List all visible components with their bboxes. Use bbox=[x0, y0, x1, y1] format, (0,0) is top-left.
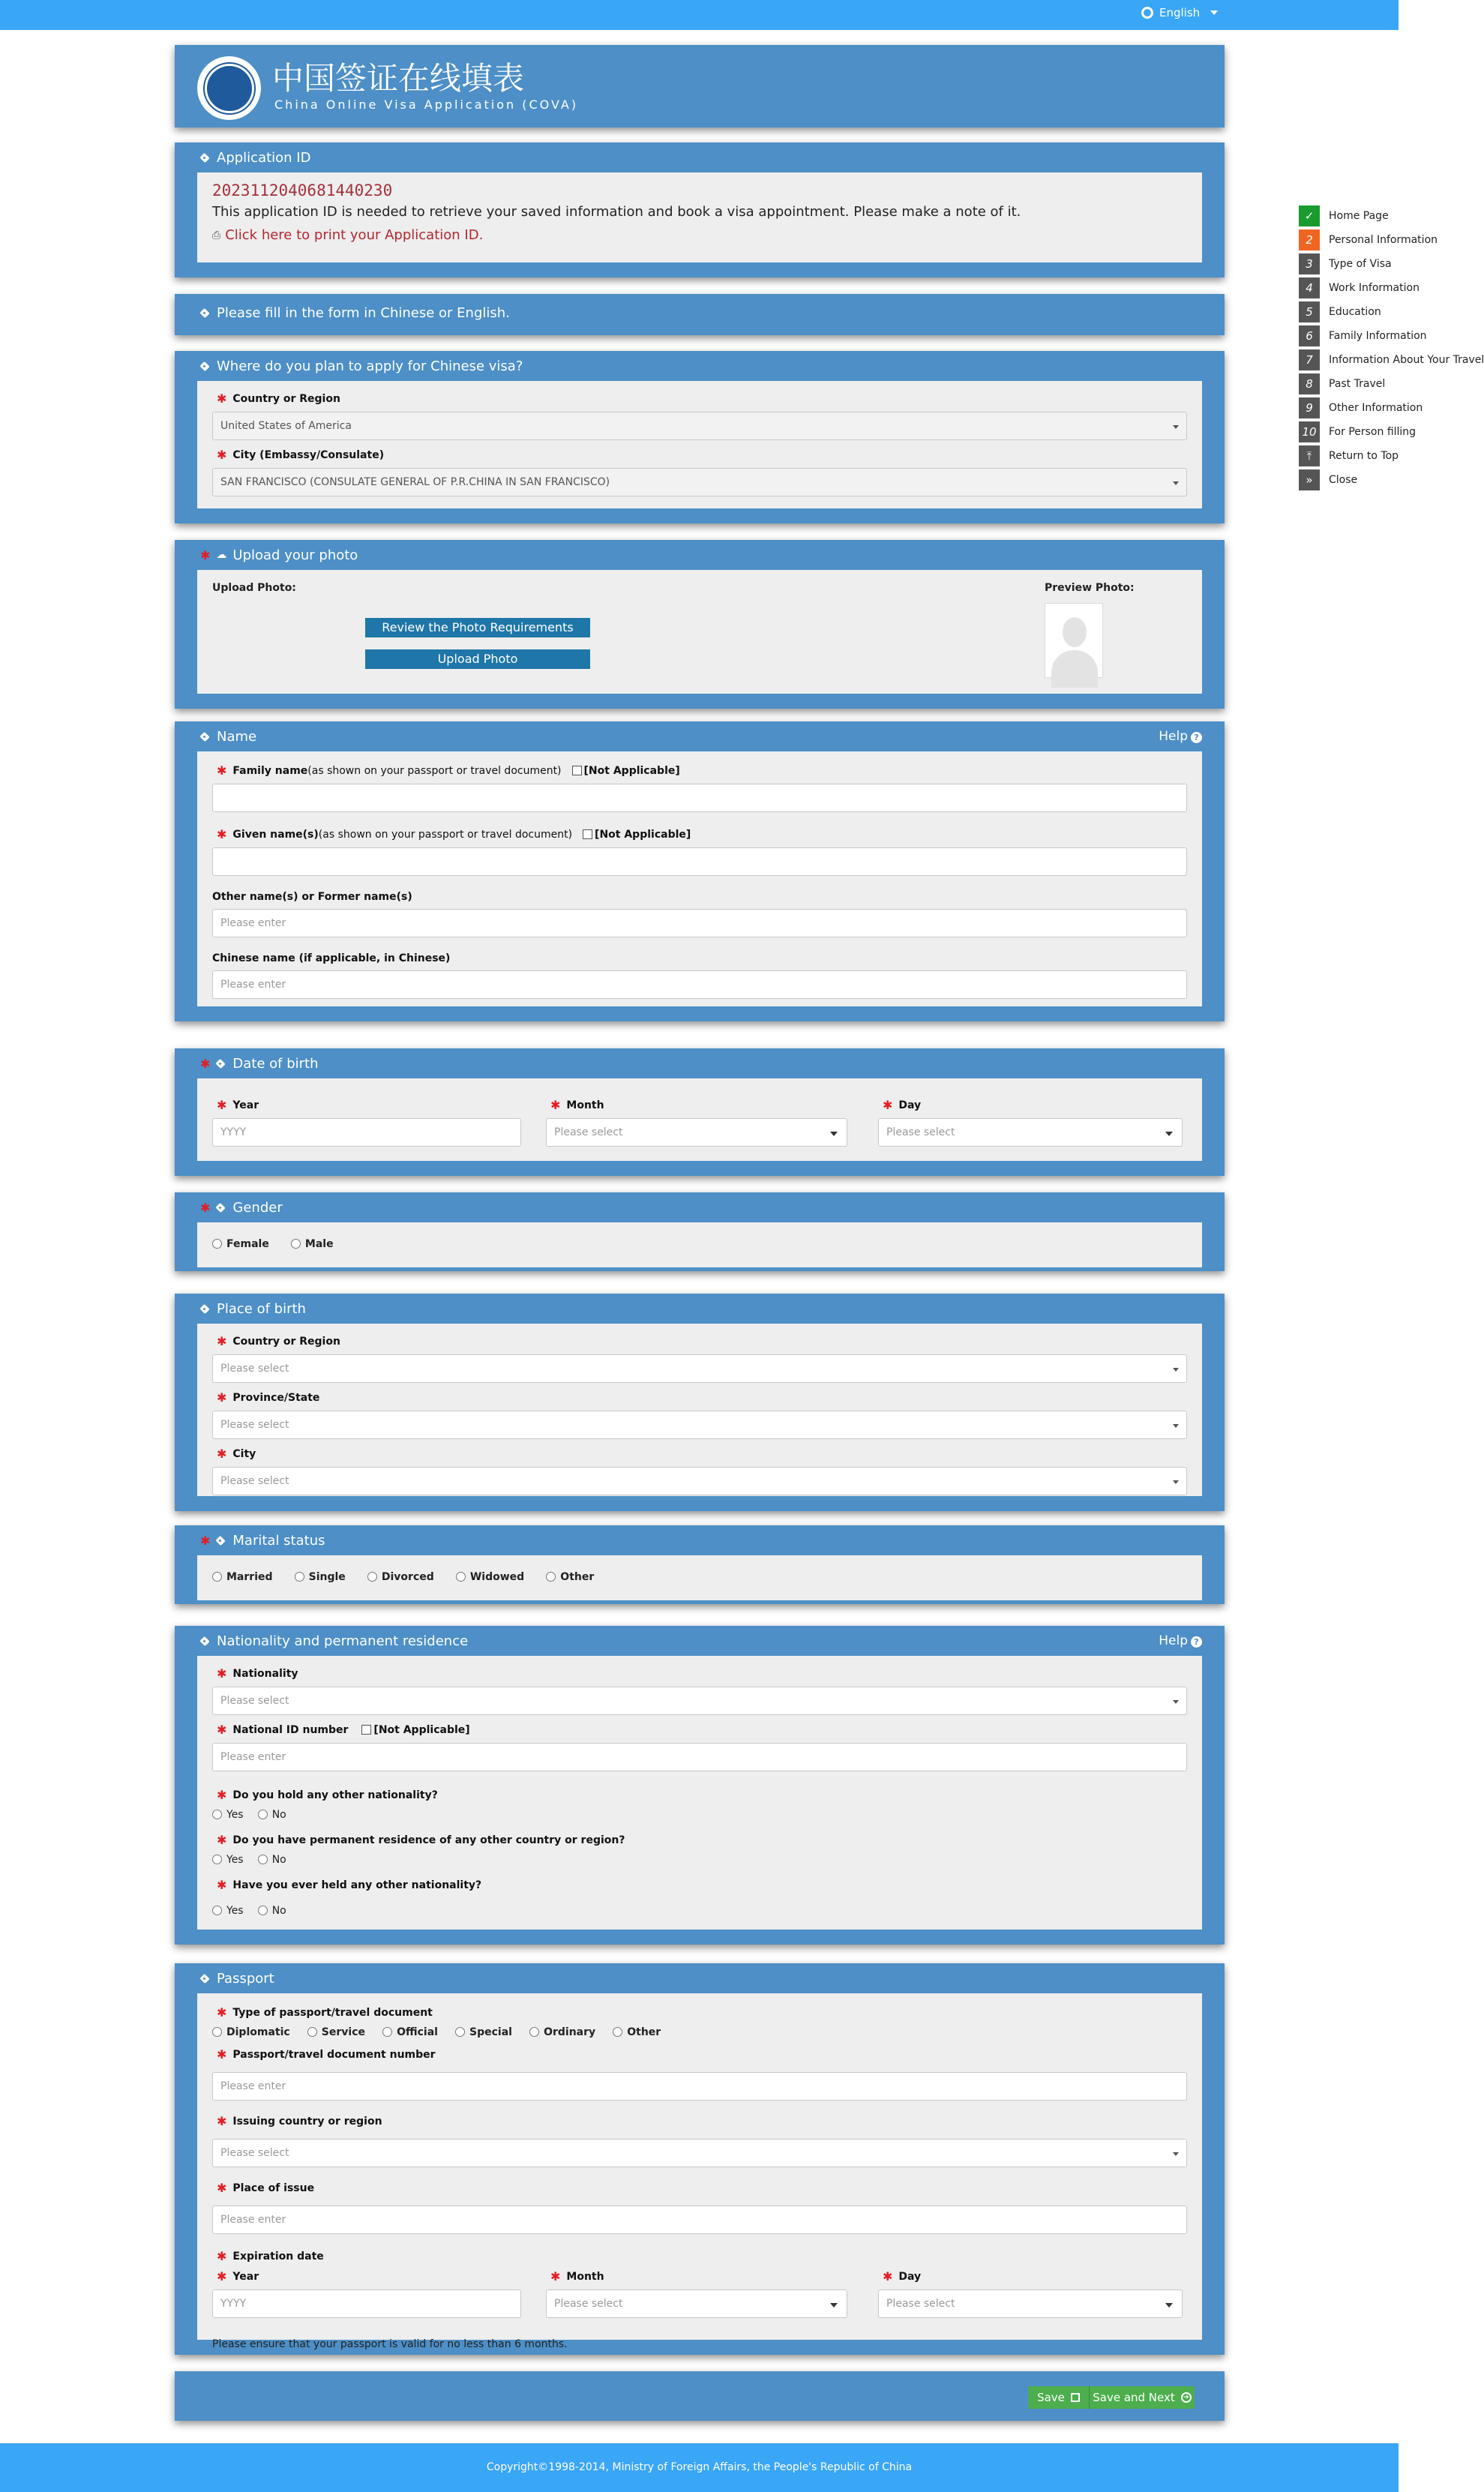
tag-icon bbox=[200, 1303, 211, 1314]
expiry-day-label: Day bbox=[898, 2270, 922, 2283]
notice-text: Please fill in the form in Chinese or English. bbox=[217, 304, 510, 321]
required-asterisk: ✱ bbox=[217, 1788, 227, 1802]
action-bar bbox=[175, 2371, 1225, 2421]
marital-status-panel bbox=[175, 1525, 1225, 1604]
nav-label: Education bbox=[1329, 306, 1381, 318]
yes-label: Yes bbox=[226, 1808, 244, 1821]
photo-panel bbox=[175, 540, 1225, 709]
required-asterisk: ✱ bbox=[217, 391, 227, 406]
save-next-label: Save and Next bbox=[1093, 2391, 1175, 2404]
radio-circle bbox=[546, 1572, 556, 1582]
yes-label: Yes bbox=[226, 1904, 244, 1917]
help-label: Help bbox=[1159, 729, 1188, 744]
radio-circle bbox=[367, 1572, 377, 1582]
site-header bbox=[175, 45, 1225, 127]
given-name-label: Given name(s) bbox=[232, 828, 319, 841]
radio-circle bbox=[307, 2027, 317, 2037]
marital-option-label: Widowed bbox=[469, 1570, 525, 1583]
no-label: No bbox=[271, 1853, 286, 1866]
gender-option-label: Male bbox=[304, 1237, 334, 1250]
gender-male-radio[interactable] bbox=[291, 1238, 334, 1250]
other-nationality-no-radio[interactable] bbox=[258, 1809, 286, 1821]
double-chevron-icon: » bbox=[1299, 469, 1320, 490]
apply-city-select[interactable]: SAN FRANCISCO (CONSULATE GENERAL OF P.R.CHINA IN SAN FRANCISCO) bbox=[212, 468, 1187, 496]
nav-item-travel-information[interactable] bbox=[1299, 348, 1484, 372]
passport-number-input[interactable]: Please enter bbox=[212, 2072, 1187, 2101]
permanent-residence-no-radio[interactable] bbox=[258, 1854, 286, 1866]
nav-item-type-of-visa[interactable] bbox=[1299, 252, 1399, 276]
side-navigation bbox=[1299, 204, 1484, 492]
expiry-day-select[interactable]: Please select bbox=[878, 2290, 1183, 2318]
other-names-input[interactable]: Please enter bbox=[212, 909, 1187, 937]
dob-month-label: Month bbox=[566, 1099, 604, 1111]
nav-label: Work Information bbox=[1329, 282, 1420, 294]
nav-item-for-person-filling[interactable] bbox=[1299, 420, 1417, 444]
national-id-input[interactable]: Please enter bbox=[212, 1743, 1187, 1771]
nav-label: Other Information bbox=[1329, 402, 1423, 414]
required-asterisk: ✱ bbox=[883, 1098, 893, 1112]
family-not-applicable-checkbox[interactable] bbox=[572, 766, 582, 775]
gender-panel bbox=[175, 1192, 1225, 1271]
required-asterisk: ✱ bbox=[217, 2005, 227, 2020]
tag-icon bbox=[216, 1058, 226, 1069]
print-application-id-link[interactable] bbox=[212, 227, 1187, 243]
nav-item-education[interactable] bbox=[1299, 300, 1399, 324]
section-title: Application ID bbox=[217, 149, 311, 166]
radio-circle bbox=[258, 1810, 268, 1819]
upload-photo-label: Upload Photo: bbox=[212, 582, 296, 594]
passport-type-label: Diplomatic bbox=[226, 2026, 290, 2038]
radio-circle bbox=[212, 1572, 222, 1582]
former-nationality-yes-radio[interactable] bbox=[212, 1905, 244, 1917]
arrow-up-icon: ⤒ bbox=[1299, 445, 1320, 466]
passport-number-label: Passport/travel document number bbox=[232, 2048, 436, 2061]
marital-option-label: Single bbox=[308, 1570, 346, 1583]
print-link-label: Click here to print your Application ID. bbox=[225, 227, 484, 243]
tag-icon bbox=[200, 1636, 211, 1646]
required-asterisk: ✱ bbox=[217, 448, 227, 462]
other-nationality-question: Do you hold any other nationality? bbox=[232, 1789, 438, 1801]
passport-type-official-radio[interactable] bbox=[382, 2026, 438, 2038]
nav-label: Home Page bbox=[1329, 210, 1389, 222]
help-label: Help bbox=[1159, 1633, 1188, 1648]
photo-placeholder-icon bbox=[1045, 603, 1103, 678]
required-asterisk: ✱ bbox=[217, 1723, 227, 1737]
footer: Copyright©1998-2014, Ministry of Foreign Affairs, the People's Republic of China bbox=[0, 2443, 1399, 2492]
dob-day-label: Day bbox=[898, 1099, 922, 1111]
expiry-year-input[interactable]: YYYY bbox=[212, 2290, 521, 2318]
passport-type-other-radio[interactable] bbox=[613, 2026, 661, 2038]
required-asterisk: ✱ bbox=[217, 1098, 227, 1112]
caret-down-icon bbox=[1210, 10, 1218, 15]
birth-city-select[interactable]: Please select bbox=[212, 1467, 1187, 1495]
step-number: 5 bbox=[1299, 301, 1320, 322]
marital-single-radio[interactable] bbox=[295, 1571, 346, 1583]
step-number: 8 bbox=[1299, 373, 1320, 394]
required-asterisk: ✱ bbox=[550, 2269, 561, 2284]
passport-type-diplomatic-radio[interactable] bbox=[212, 2026, 290, 2038]
required-asterisk: ✱ bbox=[217, 2114, 227, 2128]
marital-option-label: Married bbox=[226, 1570, 273, 1583]
birth-province-select[interactable]: Please select bbox=[212, 1411, 1187, 1439]
application-id-note: This application ID is needed to retrieve your saved information and book a visa appointment. Please make a note of it. bbox=[212, 204, 1021, 220]
step-number: 2 bbox=[1299, 229, 1320, 250]
required-asterisk: ✱ bbox=[217, 1878, 227, 1892]
section-title: Upload your photo bbox=[232, 547, 358, 563]
check-icon: ✓ bbox=[1299, 205, 1320, 226]
tag-icon bbox=[200, 361, 211, 371]
arrow-right-circle-icon: ➜ bbox=[1181, 2392, 1192, 2403]
other-nationality-yes-radio[interactable] bbox=[212, 1809, 244, 1821]
step-number: 10 bbox=[1299, 421, 1320, 442]
expiry-year-label: Year bbox=[232, 2270, 259, 2283]
passport-type-label: Special bbox=[469, 2026, 512, 2038]
radio-circle bbox=[529, 2027, 539, 2037]
dob-year-label: Year bbox=[232, 1099, 259, 1111]
required-asterisk: ✱ bbox=[217, 763, 227, 778]
section-title: Where do you plan to apply for Chinese visa? bbox=[217, 358, 523, 374]
nav-label: For Person filling bbox=[1329, 426, 1417, 438]
family-name-input[interactable] bbox=[212, 784, 1187, 812]
place-of-issue-input[interactable]: Please enter bbox=[212, 2206, 1187, 2234]
save-and-next-button[interactable] bbox=[1090, 2386, 1195, 2409]
tag-icon bbox=[200, 731, 211, 742]
review-photo-requirements-button[interactable]: Review the Photo Requirements bbox=[365, 618, 590, 637]
former-nationality-question: Have you ever held any other nationality? bbox=[232, 1879, 482, 1891]
passport-type-service-radio[interactable] bbox=[307, 2026, 365, 2038]
consular-seal-logo bbox=[197, 56, 261, 120]
passport-type-label: Ordinary bbox=[544, 2026, 596, 2038]
marital-widowed-radio[interactable] bbox=[456, 1571, 524, 1583]
marital-other-radio[interactable] bbox=[546, 1571, 594, 1583]
passport-panel bbox=[175, 1963, 1225, 2355]
nav-label: Personal Information bbox=[1329, 234, 1438, 246]
required-asterisk: ✱ bbox=[217, 1334, 227, 1348]
required-asterisk: ✱ bbox=[217, 1666, 227, 1681]
save-button[interactable] bbox=[1028, 2386, 1090, 2409]
required-asterisk: ✱ bbox=[200, 1200, 211, 1215]
radio-circle bbox=[455, 2027, 465, 2037]
top-bar bbox=[0, 0, 1399, 30]
national-id-label: National ID number bbox=[232, 1723, 349, 1736]
upload-photo-button[interactable]: Upload Photo bbox=[365, 649, 590, 669]
marital-option-label: Divorced bbox=[381, 1570, 434, 1583]
no-label: No bbox=[271, 1904, 286, 1917]
question-icon: ? bbox=[1191, 732, 1202, 743]
tag-icon bbox=[216, 1535, 226, 1546]
marital-married-radio[interactable] bbox=[212, 1571, 273, 1583]
birth-province-label: Province/State bbox=[232, 1391, 320, 1404]
step-number: 7 bbox=[1299, 349, 1320, 370]
radio-circle bbox=[212, 1239, 222, 1249]
nav-item-close[interactable] bbox=[1299, 468, 1399, 492]
issuing-country-label: Issuing country or region bbox=[232, 2115, 382, 2128]
radio-circle bbox=[456, 1572, 466, 1582]
radio-circle bbox=[212, 2027, 222, 2037]
language-notice-panel bbox=[175, 294, 1225, 335]
nav-item-personal-information[interactable] bbox=[1299, 228, 1438, 252]
required-asterisk: ✱ bbox=[217, 2181, 227, 2195]
section-title: Place of birth bbox=[217, 1300, 306, 1317]
issuing-country-select[interactable]: Please select bbox=[212, 2139, 1187, 2167]
required-asterisk: ✱ bbox=[200, 547, 211, 562]
step-number: 6 bbox=[1299, 325, 1320, 346]
gender-option-label: Female bbox=[226, 1237, 269, 1250]
other-names-label: Other name(s) or Former name(s) bbox=[212, 891, 412, 903]
floppy-disk-icon bbox=[1071, 2393, 1080, 2402]
dob-month-select[interactable]: Please select bbox=[546, 1118, 847, 1147]
header-title-en: China Online Visa Application (COVA) bbox=[274, 97, 579, 112]
header-title-cn: 中国签证在线填表 bbox=[272, 60, 525, 97]
radio-circle bbox=[613, 2027, 622, 2037]
help-button[interactable] bbox=[1159, 1633, 1202, 1648]
given-name-input[interactable] bbox=[212, 847, 1187, 876]
passport-type-label: Type of passport/travel document bbox=[232, 2006, 433, 2019]
radio-circle bbox=[212, 1855, 222, 1864]
chinese-name-label: Chinese name (if applicable, in Chinese) bbox=[212, 952, 451, 964]
step-number: 3 bbox=[1299, 253, 1320, 274]
birth-city-label: City bbox=[232, 1447, 256, 1460]
permanent-residence-yes-radio[interactable] bbox=[212, 1854, 244, 1866]
not-applicable-label: [Not Applicable] bbox=[583, 764, 680, 777]
name-panel bbox=[175, 721, 1225, 1021]
dob-day-select[interactable]: Please select bbox=[878, 1118, 1183, 1147]
required-asterisk: ✱ bbox=[550, 1098, 561, 1112]
question-icon: ? bbox=[1191, 1636, 1202, 1648]
no-label: No bbox=[271, 1808, 286, 1821]
radio-circle bbox=[291, 1239, 301, 1249]
required-asterisk: ✱ bbox=[217, 1833, 227, 1847]
application-id-value: 2023112040681440230 bbox=[212, 181, 393, 199]
nav-label: Close bbox=[1329, 474, 1358, 486]
nationality-select[interactable]: Please select bbox=[212, 1687, 1187, 1715]
chinese-name-input[interactable]: Please enter bbox=[212, 970, 1187, 999]
help-button[interactable] bbox=[1159, 729, 1202, 744]
given-name-sub: (as shown on your passport or travel document) bbox=[318, 828, 573, 841]
section-title: Marital status bbox=[232, 1532, 325, 1549]
passport-type-label: Service bbox=[321, 2026, 365, 2038]
marital-option-label: Other bbox=[560, 1570, 595, 1583]
passport-type-label: Official bbox=[397, 2026, 438, 2038]
nav-label: Return to Top bbox=[1329, 450, 1399, 462]
tag-icon bbox=[216, 1202, 226, 1213]
passport-validity-note: Please ensure that your passport is valid for no less than 6 months. bbox=[212, 2338, 568, 2350]
expiry-month-select[interactable]: Please select bbox=[546, 2290, 847, 2318]
radio-circle bbox=[212, 1906, 222, 1915]
section-title: Gender bbox=[232, 1199, 283, 1216]
radio-circle bbox=[258, 1906, 268, 1915]
apply-country-select[interactable]: United States of America bbox=[212, 412, 1187, 440]
permanent-residence-question: Do you have permanent residence of any other country or region? bbox=[232, 1834, 625, 1846]
family-name-sub: (as shown on your passport or travel document) bbox=[307, 764, 562, 777]
upload-icon: ☁ bbox=[216, 549, 227, 561]
radio-circle bbox=[295, 1572, 304, 1582]
passport-type-special-radio[interactable] bbox=[455, 2026, 512, 2038]
radio-circle bbox=[382, 2027, 392, 2037]
apply-location-panel bbox=[175, 351, 1225, 523]
not-applicable-label: [Not Applicable] bbox=[373, 1723, 470, 1736]
yes-label: Yes bbox=[226, 1853, 244, 1866]
printer-icon: ⎙ bbox=[212, 229, 221, 241]
tag-icon bbox=[200, 1973, 211, 1984]
nav-label: Past Travel bbox=[1329, 378, 1386, 390]
nav-label: Family Information bbox=[1329, 330, 1427, 342]
passport-type-ordinary-radio[interactable] bbox=[529, 2026, 595, 2038]
required-asterisk: ✱ bbox=[200, 1056, 211, 1071]
passport-type-label: Other bbox=[627, 2026, 661, 2038]
application-id-panel bbox=[175, 142, 1225, 277]
former-nationality-no-radio[interactable] bbox=[258, 1905, 286, 1917]
step-number: 4 bbox=[1299, 277, 1320, 298]
required-asterisk: ✱ bbox=[217, 827, 227, 841]
marital-divorced-radio[interactable] bbox=[367, 1571, 434, 1583]
preview-photo-label: Preview Photo: bbox=[1045, 582, 1135, 594]
not-applicable-label: [Not Applicable] bbox=[595, 828, 691, 841]
gender-female-radio[interactable] bbox=[212, 1238, 269, 1250]
step-number: 9 bbox=[1299, 397, 1320, 418]
nav-label: Information About Your Travel bbox=[1329, 354, 1484, 366]
nav-item-work-information[interactable] bbox=[1299, 276, 1420, 300]
section-title: Passport bbox=[217, 1970, 274, 1987]
expiration-date-label: Expiration date bbox=[232, 2250, 324, 2263]
birth-country-label: Country or Region bbox=[232, 1335, 340, 1348]
given-not-applicable-checkbox[interactable] bbox=[583, 829, 592, 839]
section-title: Date of birth bbox=[232, 1055, 319, 1072]
radio-circle bbox=[212, 1810, 222, 1819]
city-label: City (Embassy/Consulate) bbox=[232, 448, 385, 461]
place-of-birth-panel bbox=[175, 1294, 1225, 1511]
required-asterisk: ✱ bbox=[883, 2269, 893, 2284]
tag-icon bbox=[200, 152, 211, 163]
nav-item-return-to-top[interactable] bbox=[1299, 444, 1399, 468]
required-asterisk: ✱ bbox=[217, 2269, 227, 2284]
tag-icon bbox=[200, 307, 211, 318]
language-label: English bbox=[1159, 6, 1201, 19]
required-asterisk: ✱ bbox=[217, 2249, 227, 2263]
section-title: Name bbox=[217, 728, 257, 745]
globe-icon bbox=[1141, 7, 1153, 19]
family-name-label: Family name bbox=[232, 764, 308, 777]
date-of-birth-panel bbox=[175, 1048, 1225, 1176]
nationality-label: Nationality bbox=[232, 1667, 298, 1680]
place-of-issue-label: Place of issue bbox=[232, 2182, 315, 2194]
nav-label: Type of Visa bbox=[1329, 258, 1392, 270]
nav-item-other-information[interactable] bbox=[1299, 396, 1423, 420]
dob-year-input[interactable]: YYYY bbox=[212, 1118, 521, 1147]
section-title: Nationality and permanent residence bbox=[217, 1633, 469, 1649]
birth-country-select[interactable]: Please select bbox=[212, 1354, 1187, 1383]
save-label: Save bbox=[1037, 2391, 1065, 2404]
radio-circle bbox=[258, 1855, 268, 1864]
national-id-not-applicable-checkbox[interactable] bbox=[361, 1725, 371, 1735]
expiry-month-label: Month bbox=[566, 2270, 604, 2283]
language-selector[interactable] bbox=[1141, 6, 1218, 19]
country-label: Country or Region bbox=[232, 392, 340, 405]
required-asterisk: ✱ bbox=[217, 2047, 227, 2062]
nav-item-family-information[interactable] bbox=[1299, 324, 1427, 348]
required-asterisk: ✱ bbox=[217, 1447, 227, 1461]
nationality-panel bbox=[175, 1626, 1225, 1945]
required-asterisk: ✱ bbox=[217, 1390, 227, 1405]
required-asterisk: ✱ bbox=[200, 1533, 211, 1548]
nav-item-past-travel[interactable] bbox=[1299, 372, 1399, 396]
nav-item-home-page[interactable] bbox=[1299, 204, 1399, 228]
